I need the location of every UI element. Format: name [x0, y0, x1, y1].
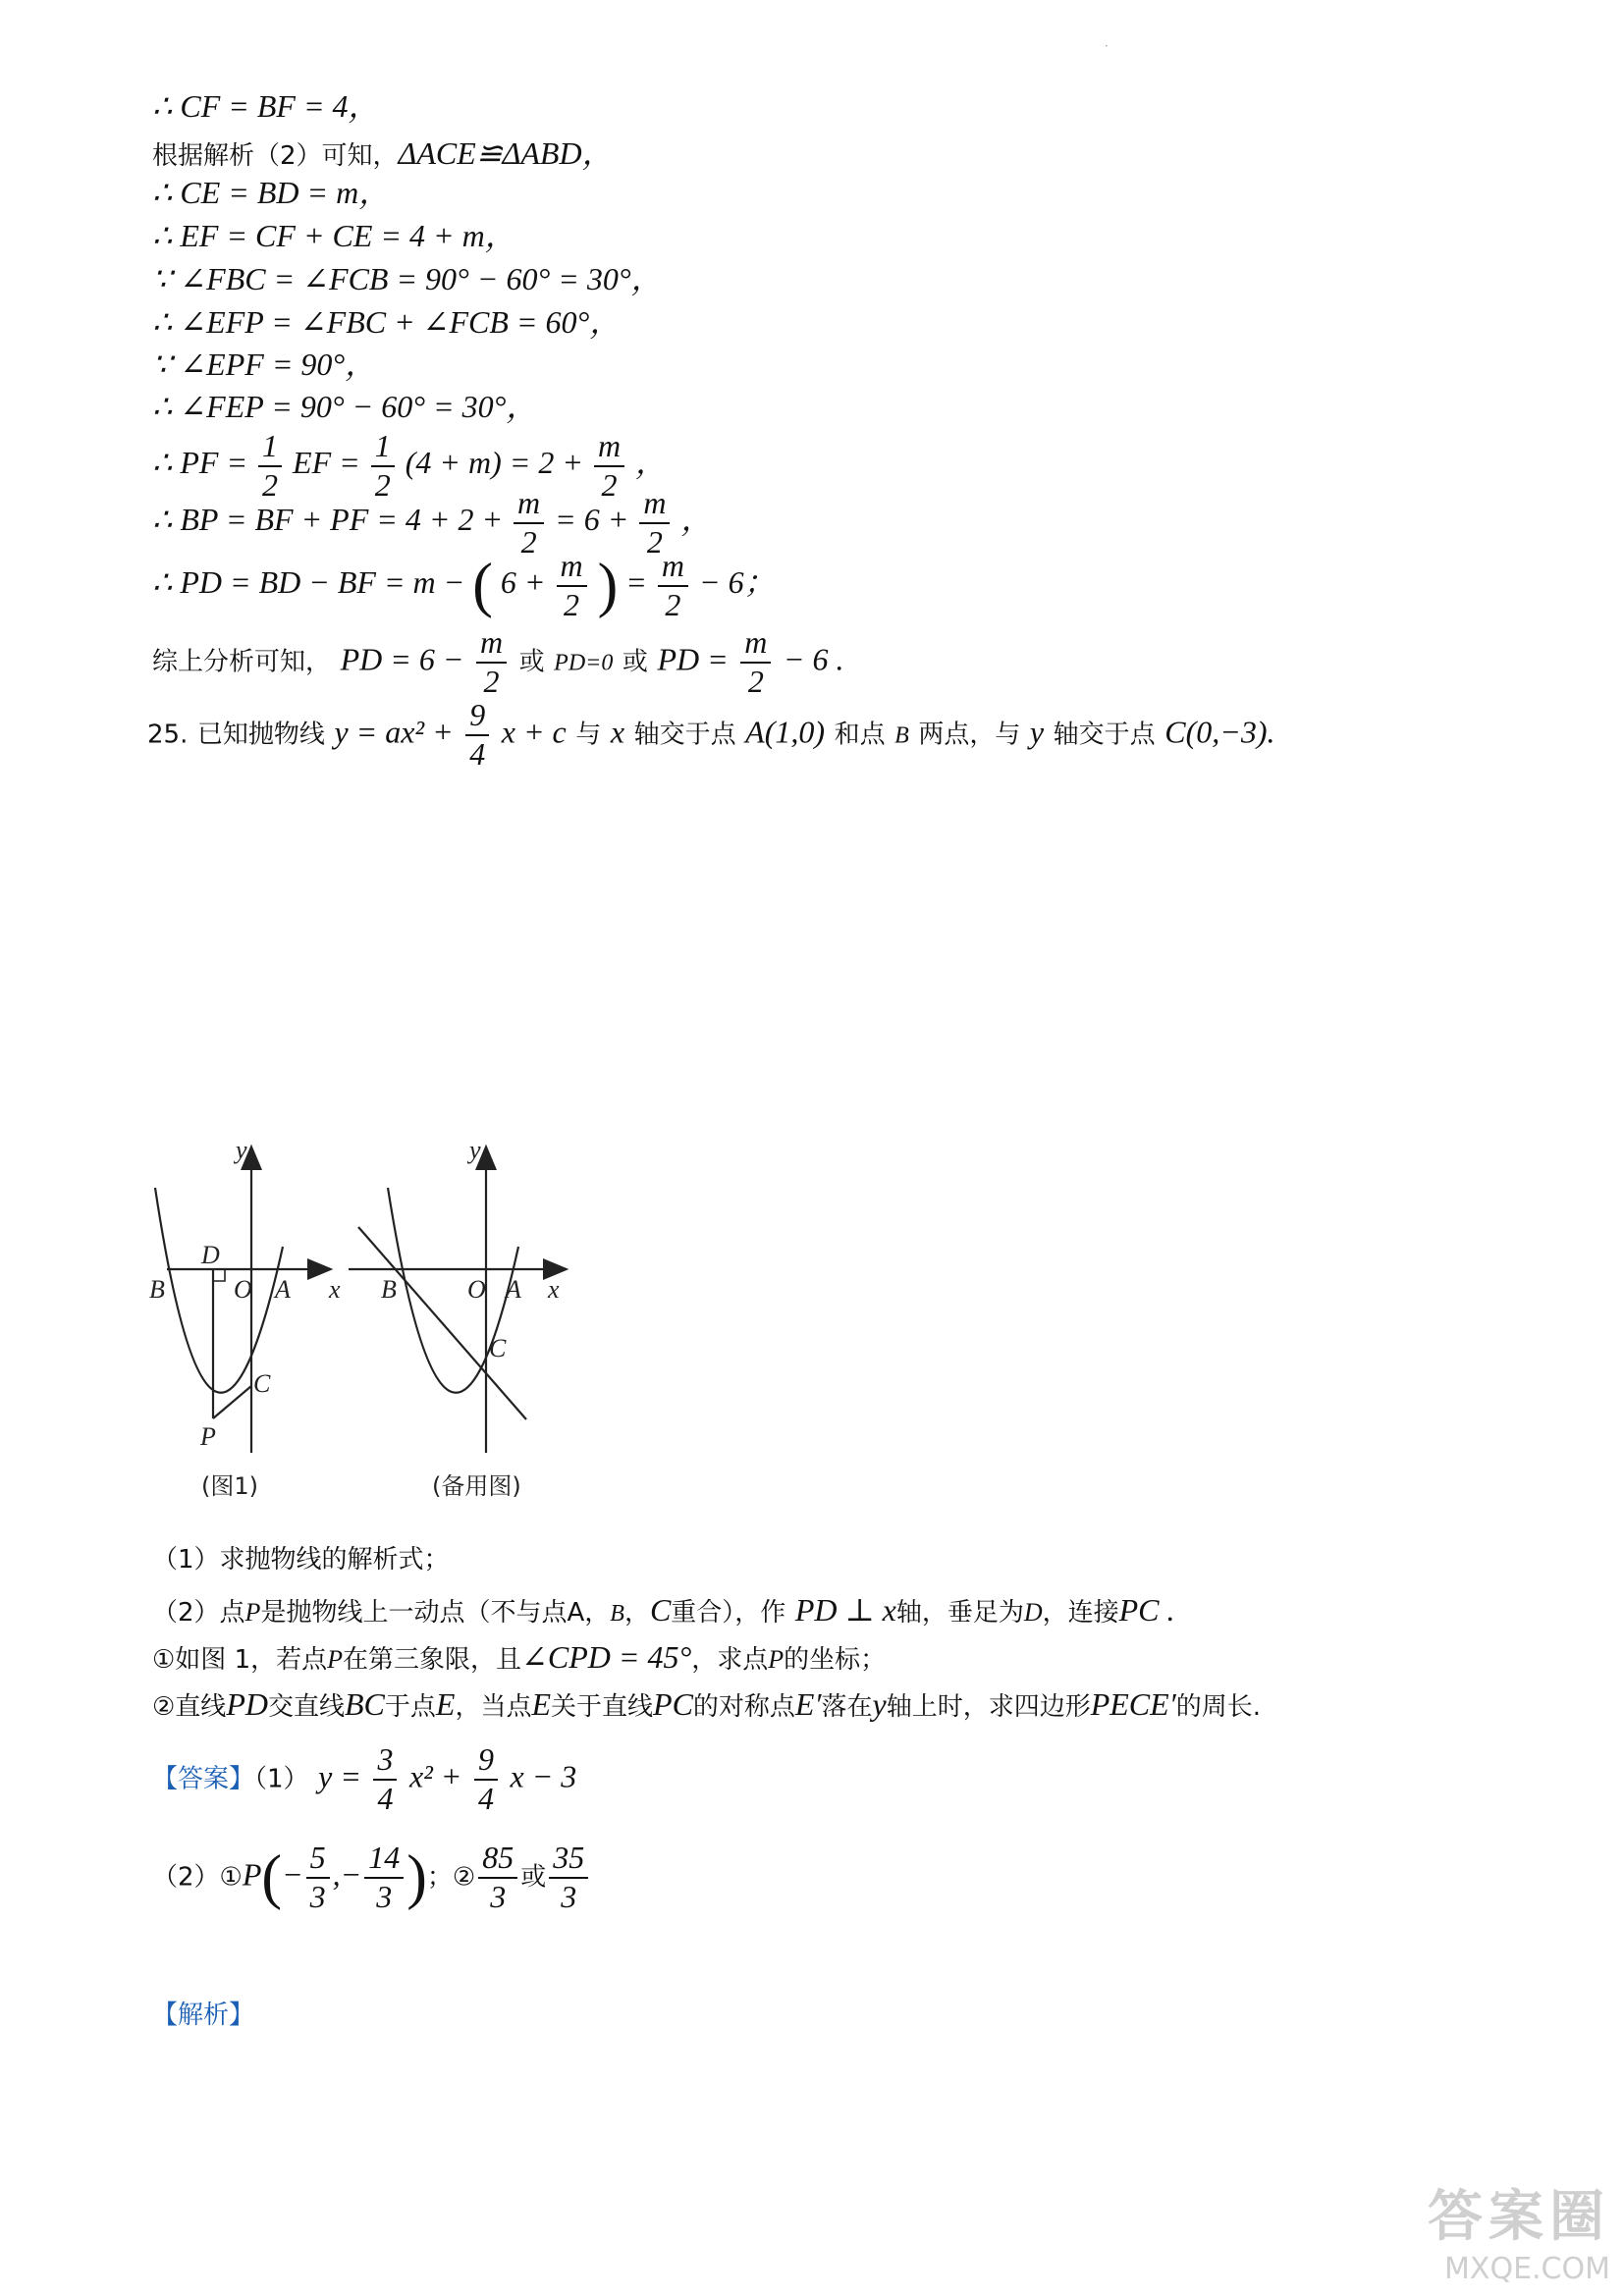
step-11-d: − 6；	[698, 563, 776, 600]
part-2-2-y: y	[872, 1686, 887, 1722]
fig2-label-c: C	[489, 1334, 507, 1362]
part-2-1-a: ①如图 1，若点	[152, 1645, 328, 1675]
fraction-9-over-4	[465, 699, 489, 771]
fraction-num: m	[557, 550, 587, 587]
step-4: ∴ EF = CF + CE = 4 + m，	[152, 218, 516, 253]
summary-text: 综上分析可知，	[152, 647, 332, 677]
fig1-label-p: P	[200, 1422, 216, 1451]
fraction-num: m	[658, 550, 688, 587]
right-paren: )	[406, 1843, 427, 1911]
q25-y: y	[1029, 714, 1045, 750]
fig2-label-y: y	[469, 1136, 481, 1164]
q25-text-6: 轴交于点	[1053, 720, 1156, 750]
part-2-A: A	[567, 1598, 585, 1628]
fig2-label-b: B	[381, 1275, 397, 1304]
answer-1-a: y =	[318, 1758, 361, 1794]
fraction-3-over-4	[373, 1743, 397, 1815]
part-2-2-i: 的周长.	[1175, 1692, 1261, 1722]
fraction-num: 14	[364, 1842, 404, 1879]
answer-line-1	[152, 1743, 576, 1815]
fraction-den: 2	[483, 663, 500, 699]
fraction-num: m	[740, 626, 771, 664]
part-2-2-d: ，当点	[455, 1692, 532, 1722]
q25-text-3: 轴交于点	[633, 720, 736, 750]
fig1-label-y: y	[236, 1136, 247, 1164]
fraction-num: m	[594, 430, 624, 467]
fraction-num: m	[476, 626, 507, 664]
top-mark: ·	[1105, 39, 1109, 53]
part-2-a: （2）点	[152, 1598, 245, 1628]
answer-1-b: x² +	[409, 1758, 462, 1794]
fraction-m-over-2	[476, 626, 507, 698]
fraction-m-over-2	[557, 550, 587, 621]
step-11-b: 6 +	[500, 563, 546, 600]
summary-pd-zero: PD=0	[554, 650, 614, 676]
part-2-c: ，	[584, 1598, 611, 1628]
step-9-b: EF =	[293, 444, 360, 480]
part-2	[152, 1594, 1175, 1627]
watermark	[1428, 2173, 1610, 2286]
fig2-label-x: x	[548, 1275, 560, 1304]
fraction-den: 2	[601, 466, 618, 503]
part-2-d: ，	[623, 1598, 650, 1628]
fraction-num: 9	[474, 1743, 498, 1781]
fraction-den: 2	[646, 523, 663, 560]
fig2-label-a: A	[506, 1275, 521, 1304]
summary-or-1: 或	[518, 647, 545, 677]
fig1-label-a: A	[275, 1275, 291, 1304]
q25-point-b: B	[894, 722, 909, 749]
part-2-1-angle: ∠CPD = 45°	[521, 1639, 692, 1675]
fraction-den: 3	[490, 1878, 507, 1914]
part-2-h: ，连接	[1042, 1598, 1119, 1628]
fraction-den: 4	[469, 735, 486, 772]
fig1-parabola	[155, 1188, 283, 1393]
step-2	[152, 137, 614, 170]
fraction-den: 2	[747, 663, 764, 699]
fraction-num: 35	[549, 1842, 588, 1879]
fraction-num: 1	[258, 430, 282, 467]
part-2-2-b: 交直线	[267, 1692, 345, 1722]
part-2-2-c: 于点	[384, 1692, 436, 1722]
fig1-right-angle	[213, 1269, 225, 1281]
step-5: ∵ ∠FBC = ∠FCB = 90° − 60° = 30°，	[152, 261, 663, 296]
part-2-f: PD ⊥ x	[794, 1592, 896, 1628]
right-paren: )	[597, 552, 619, 619]
fraction-den: 2	[564, 586, 580, 622]
summary-pd-1: PD = 6 −	[340, 641, 464, 677]
part-2-B: B	[610, 1601, 624, 1627]
q25-text-2: 与	[575, 720, 602, 750]
q25-text-5: 两点，与	[918, 720, 1021, 750]
answer-1-c: x − 3	[510, 1758, 577, 1794]
fraction-num: 3	[373, 1743, 397, 1781]
step-2-text: 根据解析（2）可知，	[152, 141, 399, 171]
fraction-den: 4	[477, 1780, 494, 1816]
part-2-1-d: 的坐标；	[784, 1645, 887, 1675]
step-11	[152, 550, 776, 621]
fraction-den: 2	[262, 466, 279, 503]
answer-2-p: P	[242, 1856, 262, 1893]
fraction-m-over-2	[658, 550, 688, 621]
fraction-9-over-4	[474, 1743, 498, 1815]
fraction-den: 2	[520, 523, 537, 560]
summary-line	[152, 626, 844, 698]
fraction-den: 3	[376, 1878, 393, 1914]
fraction-den: 2	[374, 466, 391, 503]
question-25	[147, 699, 1274, 771]
summary-or-2: 或	[622, 647, 648, 677]
step-10-c: ，	[680, 501, 713, 537]
q25-text-4: 和点	[834, 720, 886, 750]
part-2-1-p2: P	[768, 1645, 785, 1674]
part-2-2-e: E	[435, 1686, 456, 1722]
fraction-num: 1	[371, 430, 395, 467]
fraction-m-over-2	[514, 487, 544, 559]
parabola-figures	[149, 1129, 884, 1522]
fig1-label-c: C	[253, 1369, 271, 1398]
part-2-2-pd: PD	[226, 1686, 268, 1722]
fig1-label-o: O	[234, 1275, 252, 1304]
step-3: ∴ CE = BD = m，	[152, 175, 391, 210]
fraction-35-over-3	[549, 1842, 588, 1913]
minus-sign: −	[282, 1856, 303, 1893]
part-1: （1）求抛物线的解析式；	[152, 1545, 450, 1575]
part-2-2-h: 轴上时，求四边形	[886, 1692, 1091, 1722]
answer-2-sep: ；②	[426, 1862, 476, 1893]
q25-eq-a: y = ax² +	[334, 714, 454, 750]
fraction-den: 3	[309, 1878, 326, 1914]
part-2-PC: PC .	[1118, 1592, 1175, 1628]
part-2-e: 重合），作	[671, 1598, 786, 1628]
step-11-a: ∴ PD = BD − BF = m −	[152, 563, 465, 600]
step-9-a: ∴ PF =	[152, 444, 248, 480]
q25-point-c: C(0,−3).	[1164, 714, 1275, 750]
watermark-cn: 答案圈	[1428, 2185, 1610, 2249]
fig1-label-x: x	[329, 1275, 341, 1304]
answer-1-prefix: （1）	[254, 1764, 309, 1794]
fraction-m-over-2	[740, 626, 771, 698]
step-1: ∴ CF = BF = 4，	[152, 88, 380, 124]
fraction-num: 5	[306, 1842, 330, 1879]
answer-tag: 【答案】	[152, 1764, 255, 1794]
answer-2-or: 或	[520, 1862, 547, 1893]
part-2-D: D	[1023, 1598, 1043, 1627]
fig1-caption: (图1)	[201, 1472, 258, 1500]
fraction-num: 85	[478, 1842, 517, 1879]
fig2-caption: (备用图)	[432, 1472, 521, 1500]
fraction-85-over-3	[478, 1842, 517, 1913]
part-2-2-f: 的对称点	[692, 1692, 795, 1722]
answer-line-2	[152, 1842, 591, 1913]
fig2-line-bc	[358, 1227, 526, 1419]
part-2-b: 是抛物线上一动点（不与点	[260, 1598, 568, 1628]
fraction-14-over-3	[364, 1842, 404, 1913]
fig1-segment-pc	[213, 1386, 251, 1418]
fraction-5-over-3	[306, 1842, 330, 1913]
step-6: ∴ ∠EFP = ∠FBC + ∠FCB = 60°，	[152, 304, 622, 340]
left-paren: (	[472, 552, 493, 619]
part-2-1-p: P	[327, 1645, 344, 1674]
part-2-1	[152, 1641, 886, 1674]
watermark-en: MXQE.COM	[1444, 2252, 1610, 2286]
part-2-2-e-text: 关于直线	[551, 1692, 654, 1722]
fig1-label-b: B	[149, 1275, 165, 1304]
part-2-2-g: 落在	[821, 1692, 873, 1722]
fig2-label-o: O	[467, 1275, 486, 1304]
fraction-den: 2	[665, 586, 681, 622]
part-2-2-pc: PC	[653, 1686, 693, 1722]
step-2-math: ΔACE≌ΔABD，	[398, 135, 614, 171]
q25-point-a: A(1,0)	[745, 714, 826, 750]
q25-text-1: 已知抛物线	[196, 720, 325, 750]
step-10-b: = 6 +	[555, 501, 629, 537]
summary-tail: − 6 .	[783, 641, 844, 677]
part-2-2-e2: E	[531, 1686, 551, 1722]
part-2-g: 轴，垂足为	[895, 1598, 1024, 1628]
step-9-d: ，	[635, 444, 668, 480]
q25-x: x	[610, 714, 625, 750]
part-2-2-quad: PECE′	[1090, 1686, 1176, 1722]
analysis-tag: 【解析】	[152, 2001, 255, 2030]
step-8: ∴ ∠FEP = 90° − 60° = 30°，	[152, 389, 538, 424]
q25-eq-b: x + c	[501, 714, 567, 750]
part-2-1-c: ，求点	[691, 1645, 769, 1675]
fraction-num: m	[514, 487, 544, 524]
fraction-num: m	[639, 487, 670, 524]
fraction-den: 4	[377, 1780, 394, 1816]
part-2-2-a: ②直线	[152, 1692, 227, 1722]
part-2-2-e3: E′	[794, 1686, 822, 1722]
step-9-c: (4 + m) = 2 +	[405, 444, 583, 480]
part-2-C: C	[649, 1592, 672, 1628]
summary-pd-2: PD =	[657, 641, 729, 677]
step-10	[152, 487, 712, 559]
step-10-a: ∴ BP = BF + PF = 4 + 2 +	[152, 501, 504, 537]
answer-2-prefix: （2）①	[152, 1862, 243, 1893]
fraction-den: 3	[561, 1878, 577, 1914]
part-2-1-b: 在第三象限，且	[343, 1645, 522, 1675]
part-2-2-bc: BC	[344, 1686, 385, 1722]
left-paren: (	[261, 1843, 283, 1911]
fraction-num: 9	[465, 699, 489, 736]
part-2-2	[152, 1688, 1261, 1721]
comma-minus: ,−	[332, 1856, 362, 1893]
part-2-p: P	[244, 1598, 261, 1627]
question-number: 25.	[147, 720, 189, 750]
fig1-label-d: D	[201, 1241, 220, 1269]
step-11-c: =	[625, 563, 647, 600]
step-7: ∵ ∠EPF = 90°，	[152, 347, 377, 382]
